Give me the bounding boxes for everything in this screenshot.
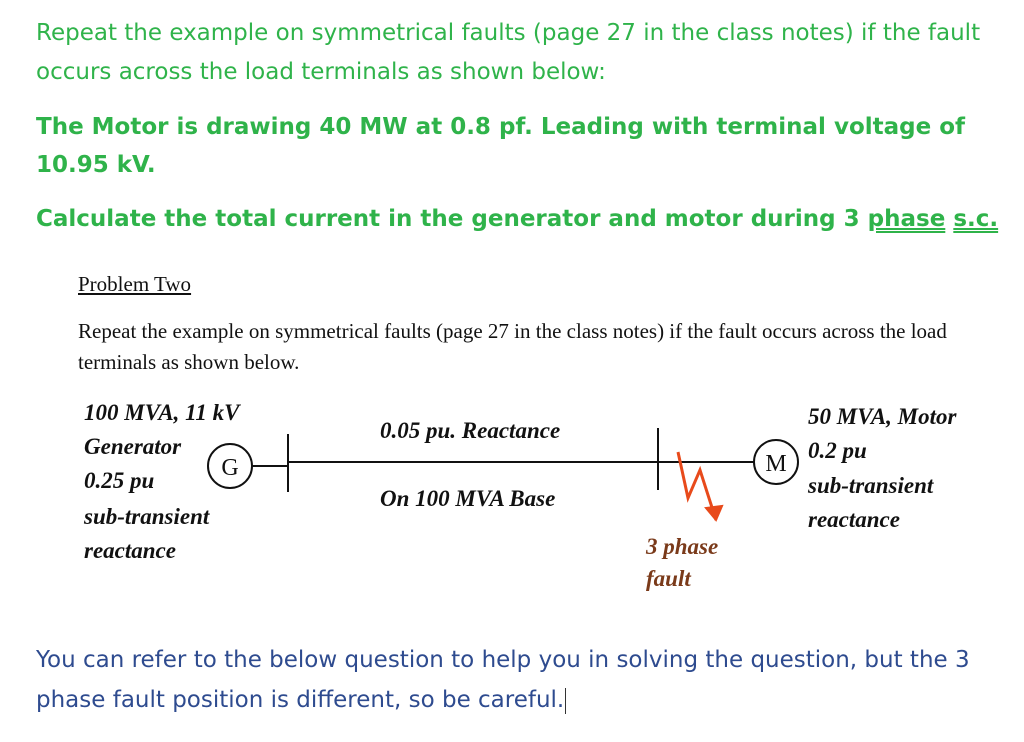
gen-label-rating: 100 MVA, 11 kV <box>84 400 240 425</box>
motor-label-pu: 0.2 pu <box>808 438 867 463</box>
calc-sc-word: s.c. <box>953 206 999 232</box>
motor-statement: The Motor is drawing 40 MW at 0.8 pf. Leading with terminal voltage of 10.95 kV. <box>36 114 966 178</box>
problem-text: Repeat the example on symmetrical faults (page 27 in the class notes) if the fault occurs across the load terminals as shown below. <box>78 319 947 374</box>
fault-label-fault: fault <box>646 566 691 591</box>
generator-symbol: G <box>221 455 239 481</box>
text-cursor <box>565 688 566 714</box>
motor-label-reactance: reactance <box>808 507 900 532</box>
gen-label-subtransient: sub-transient <box>84 504 210 529</box>
motor-label-rating: 50 MVA, Motor <box>808 404 957 429</box>
motor-label-subtransient: sub-transient <box>808 473 934 498</box>
gen-label-pu: 0.25 pu <box>84 468 155 493</box>
footer-note <box>36 640 1016 720</box>
line-base-label: On 100 MVA Base <box>380 486 556 511</box>
line-reactance-label: 0.05 pu. Reactance <box>380 418 561 443</box>
calc-prefix: Calculate the total current in the generator and motor during 3 <box>36 206 868 232</box>
intro-text: Repeat the example on symmetrical faults (page 27 in the class notes) if the fault occurs across the load terminals as shown below: <box>36 20 981 85</box>
motor-symbol: M <box>765 451 787 477</box>
fault-label-phase: 3 phase <box>646 534 719 559</box>
gen-label-reactance: reactance <box>84 538 176 563</box>
footer-text: You can refer to the below question to help you in solving the question, but the 3 phase fault position is different, so be careful. <box>36 647 970 713</box>
gen-label-name: Generator <box>84 434 182 459</box>
fault-arrowhead-icon <box>706 506 722 520</box>
calc-phase-word: phase <box>867 206 946 232</box>
problem-title: Problem Two <box>78 272 192 296</box>
